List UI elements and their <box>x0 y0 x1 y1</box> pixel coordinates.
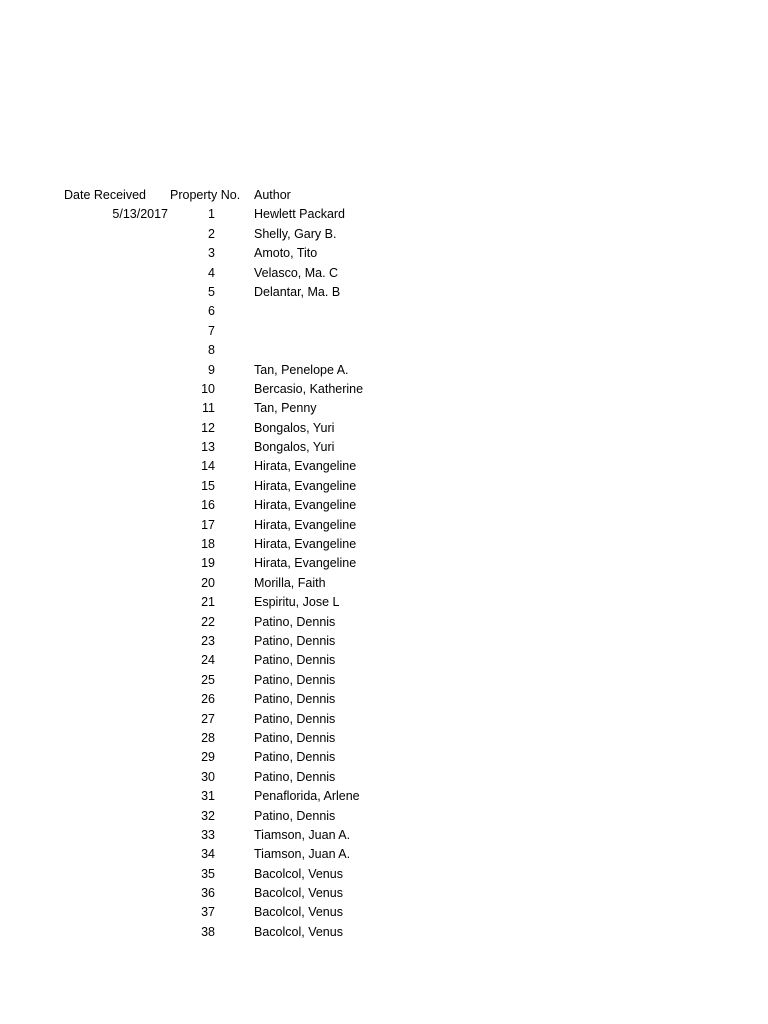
author-cell: Patino, Dennis <box>254 653 336 668</box>
property-no-cell: 21 <box>201 595 215 610</box>
author-cell: Patino, Dennis <box>254 730 336 745</box>
table-row <box>0 903 768 922</box>
table-row <box>0 826 768 845</box>
property-no-cell: 28 <box>201 730 215 745</box>
table-row <box>0 884 768 903</box>
property-no-cell: 19 <box>201 556 215 571</box>
property-no-cell: 8 <box>208 343 215 358</box>
property-no-cell: 34 <box>201 847 215 862</box>
author-cell: Hirata, Evangeline <box>254 517 357 532</box>
author-cell: Espiritu, Jose L <box>254 595 340 610</box>
table-row <box>0 574 768 593</box>
table-body <box>0 205 768 942</box>
property-no-cell: 22 <box>201 614 215 629</box>
table-row <box>0 477 768 496</box>
author-cell: Tan, Penelope A. <box>254 362 349 377</box>
author-cell: Patino, Dennis <box>254 633 336 648</box>
table-row <box>0 264 768 283</box>
table-row <box>0 671 768 690</box>
property-no-cell: 38 <box>201 924 215 939</box>
author-cell: Patino, Dennis <box>254 692 336 707</box>
table-row <box>0 768 768 787</box>
author-cell: Penaflorida, Arlene <box>254 789 360 804</box>
property-no-cell: 27 <box>201 711 215 726</box>
table-row <box>0 361 768 380</box>
table-row <box>0 341 768 360</box>
header-author: Author <box>254 188 291 202</box>
property-no-cell: 36 <box>201 886 215 901</box>
table-row <box>0 419 768 438</box>
table-row <box>0 923 768 942</box>
table-row <box>0 807 768 826</box>
spreadsheet-table <box>0 186 768 942</box>
author-cell: Hirata, Evangeline <box>254 459 357 474</box>
author-cell: Tiamson, Juan A. <box>254 847 351 862</box>
property-no-cell: 30 <box>201 769 215 784</box>
property-no-cell: 17 <box>201 517 215 532</box>
property-no-cell: 13 <box>201 440 215 455</box>
property-no-cell: 15 <box>201 478 215 493</box>
property-no-cell: 11 <box>202 401 215 416</box>
author-cell: Hirata, Evangeline <box>254 498 357 513</box>
author-cell: Hirata, Evangeline <box>254 478 357 493</box>
property-no-cell: 23 <box>201 633 215 648</box>
table-row <box>0 225 768 244</box>
author-cell: Tan, Penny <box>254 401 317 416</box>
property-no-cell: 4 <box>208 265 215 280</box>
table-row <box>0 729 768 748</box>
author-cell: Patino, Dennis <box>254 769 336 784</box>
property-no-cell: 31 <box>201 789 215 804</box>
table-row <box>0 690 768 709</box>
property-no-cell: 18 <box>201 537 215 552</box>
table-row <box>0 496 768 515</box>
author-cell: Amoto, Tito <box>254 246 318 261</box>
table-row <box>0 787 768 806</box>
table-row <box>0 632 768 651</box>
property-no-cell: 25 <box>201 672 215 687</box>
property-no-cell: 12 <box>201 420 215 435</box>
table-row <box>0 593 768 612</box>
property-no-cell: 2 <box>208 226 215 241</box>
table-row <box>0 205 768 224</box>
author-cell: Patino, Dennis <box>254 808 336 823</box>
header-date-received: Date Received <box>64 188 146 202</box>
table-row <box>0 651 768 670</box>
property-no-cell: 3 <box>208 246 215 261</box>
author-cell: Hewlett Packard <box>254 207 346 222</box>
table-row <box>0 244 768 263</box>
table-row <box>0 380 768 399</box>
author-cell: Patino, Dennis <box>254 750 336 765</box>
author-cell: Hirata, Evangeline <box>254 556 357 571</box>
header-property-no: Property No. <box>170 188 241 202</box>
property-no-cell: 20 <box>201 575 215 590</box>
property-no-cell: 35 <box>201 866 215 881</box>
table-row <box>0 283 768 302</box>
author-cell: Delantar, Ma. B <box>254 284 341 299</box>
property-no-cell: 6 <box>208 304 215 319</box>
property-no-cell: 26 <box>201 692 215 707</box>
table-row <box>0 554 768 573</box>
author-cell: Tiamson, Juan A. <box>254 827 351 842</box>
property-no-cell: 9 <box>208 362 215 377</box>
property-no-cell: 5 <box>208 284 215 299</box>
table-row <box>0 399 768 418</box>
property-no-cell: 37 <box>201 905 215 920</box>
author-cell: Hirata, Evangeline <box>254 537 357 552</box>
table-row <box>0 613 768 632</box>
author-cell: Bacolcol, Venus <box>254 886 343 901</box>
property-no-cell: 24 <box>201 653 215 668</box>
table-row <box>0 710 768 729</box>
header-row <box>0 186 768 205</box>
author-cell: Patino, Dennis <box>254 614 336 629</box>
table-row <box>0 302 768 321</box>
property-no-cell: 14 <box>201 459 215 474</box>
table-row <box>0 438 768 457</box>
property-no-cell: 7 <box>208 323 215 338</box>
author-cell: Bongalos, Yuri <box>254 440 335 455</box>
author-cell: Velasco, Ma. C <box>254 265 339 280</box>
property-no-cell: 1 <box>208 207 215 222</box>
table-row <box>0 516 768 535</box>
date-received-cell: 5/13/2017 <box>112 207 168 222</box>
author-cell: Patino, Dennis <box>254 672 336 687</box>
table-row <box>0 457 768 476</box>
author-cell: Bacolcol, Venus <box>254 905 343 920</box>
author-cell: Bercasio, Katherine <box>254 381 364 396</box>
author-cell: Shelly, Gary B. <box>254 226 337 241</box>
property-no-cell: 10 <box>201 381 215 396</box>
property-no-cell: 32 <box>201 808 215 823</box>
property-no-cell: 29 <box>201 750 215 765</box>
author-cell: Bongalos, Yuri <box>254 420 335 435</box>
table-row <box>0 865 768 884</box>
table-row <box>0 322 768 341</box>
author-cell: Morilla, Faith <box>254 575 326 590</box>
table-row <box>0 748 768 767</box>
property-no-cell: 33 <box>201 827 215 842</box>
table-row <box>0 535 768 554</box>
table-row <box>0 845 768 864</box>
author-cell: Patino, Dennis <box>254 711 336 726</box>
author-cell: Bacolcol, Venus <box>254 866 343 881</box>
property-no-cell: 16 <box>201 498 215 513</box>
author-cell: Bacolcol, Venus <box>254 924 343 939</box>
